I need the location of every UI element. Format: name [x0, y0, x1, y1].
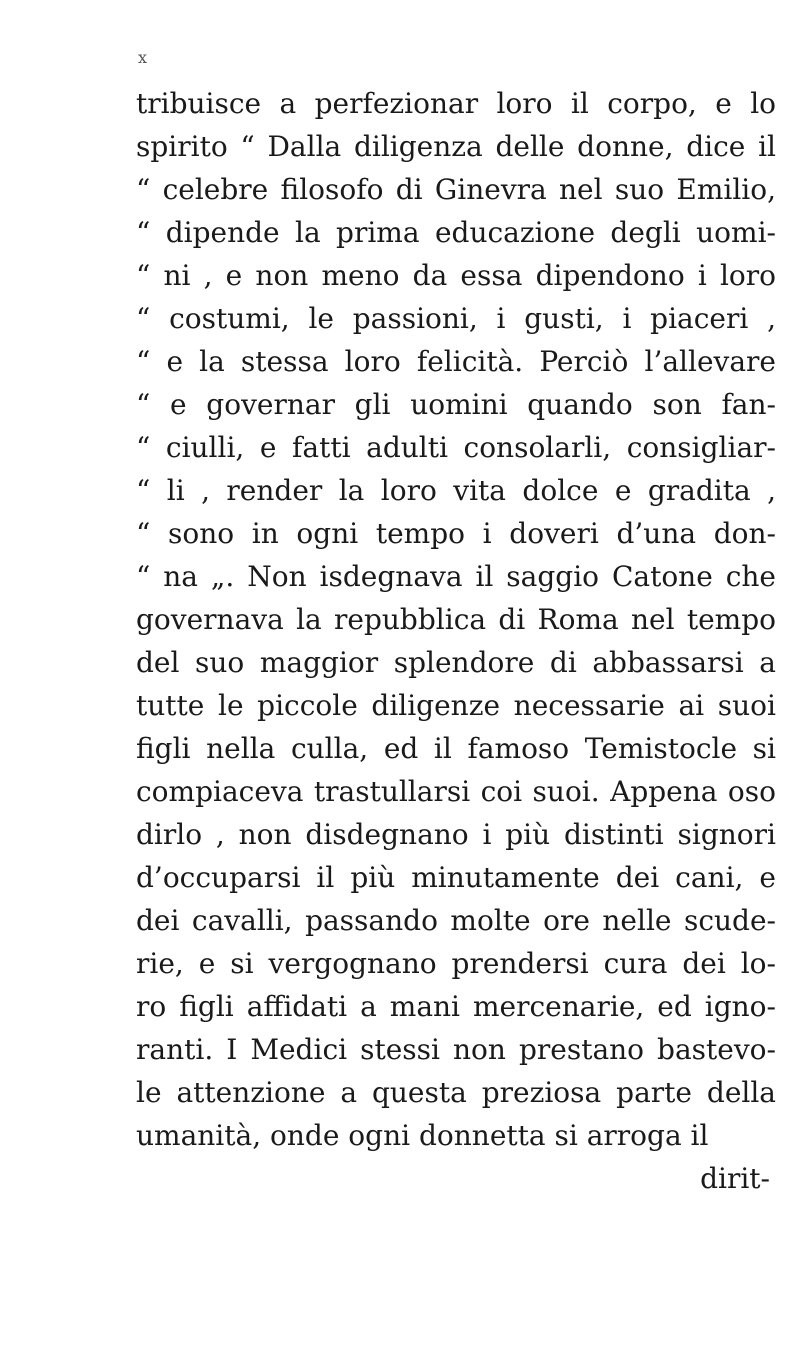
text-line: “ sono in ogni tempo i doveri d’una don- — [136, 517, 776, 550]
text-line: d’occuparsi il più minutamente dei cani, e — [136, 861, 776, 894]
text-line: del suo maggior splendore di abbassarsi a — [136, 646, 776, 679]
text-line: “ na „. Non isdegnava il saggio Catone che — [136, 560, 776, 593]
text-line: “ costumi, le passioni, i gusti, i piaceri , — [136, 302, 776, 335]
text-line: tutte le piccole diligenze necessarie ai suoi — [136, 689, 776, 722]
text-line: ro figli affidati a mani mercenarie, ed igno- — [136, 990, 776, 1023]
text-line: dei cavalli, passando molte ore nelle scude- — [136, 904, 776, 937]
text-line: “ e governar gli uomini quando son fan- — [136, 388, 776, 421]
text-line: figli nella culla, ed il famoso Temistocle si — [136, 732, 776, 765]
body-text — [136, 82, 776, 1200]
text-line: rie, e si vergognano prendersi cura dei lo- — [136, 947, 776, 980]
text-line: “ ni , e non meno da essa dipendono i loro — [136, 259, 776, 292]
text-line: spirito “ Dalla diligenza delle donne, dice il — [136, 130, 776, 163]
text-line: le attenzione a questa preziosa parte della — [136, 1076, 776, 1109]
catchword: dirit- — [700, 1162, 770, 1195]
text-line: “ e la stessa loro felicità. Perciò l’allevare — [136, 345, 776, 378]
text-line: governava la repubblica di Roma nel tempo — [136, 603, 776, 636]
text-line: tribuisce a perfezionar loro il corpo, e lo — [136, 87, 776, 120]
text-line: “ li , render la loro vita dolce e gradita , — [136, 474, 776, 507]
text-line: “ celebre filosofo di Ginevra nel suo Emilio, — [136, 173, 776, 206]
text-line: ranti. I Medici stessi non prestano bastevo- — [136, 1033, 776, 1066]
text-line: dirlo , non disdegnano i più distinti signori — [136, 818, 776, 851]
text-line: compiaceva trastullarsi coi suoi. Appena oso — [136, 775, 776, 808]
text-line: “ ciulli, e fatti adulti consolarli, consigliar- — [136, 431, 776, 464]
text-line: “ dipende la prima educazione degli uomi- — [136, 216, 776, 249]
text-line: umanità, onde ogni donnetta si arroga il — [136, 1119, 709, 1152]
page-mark: x — [138, 48, 148, 67]
